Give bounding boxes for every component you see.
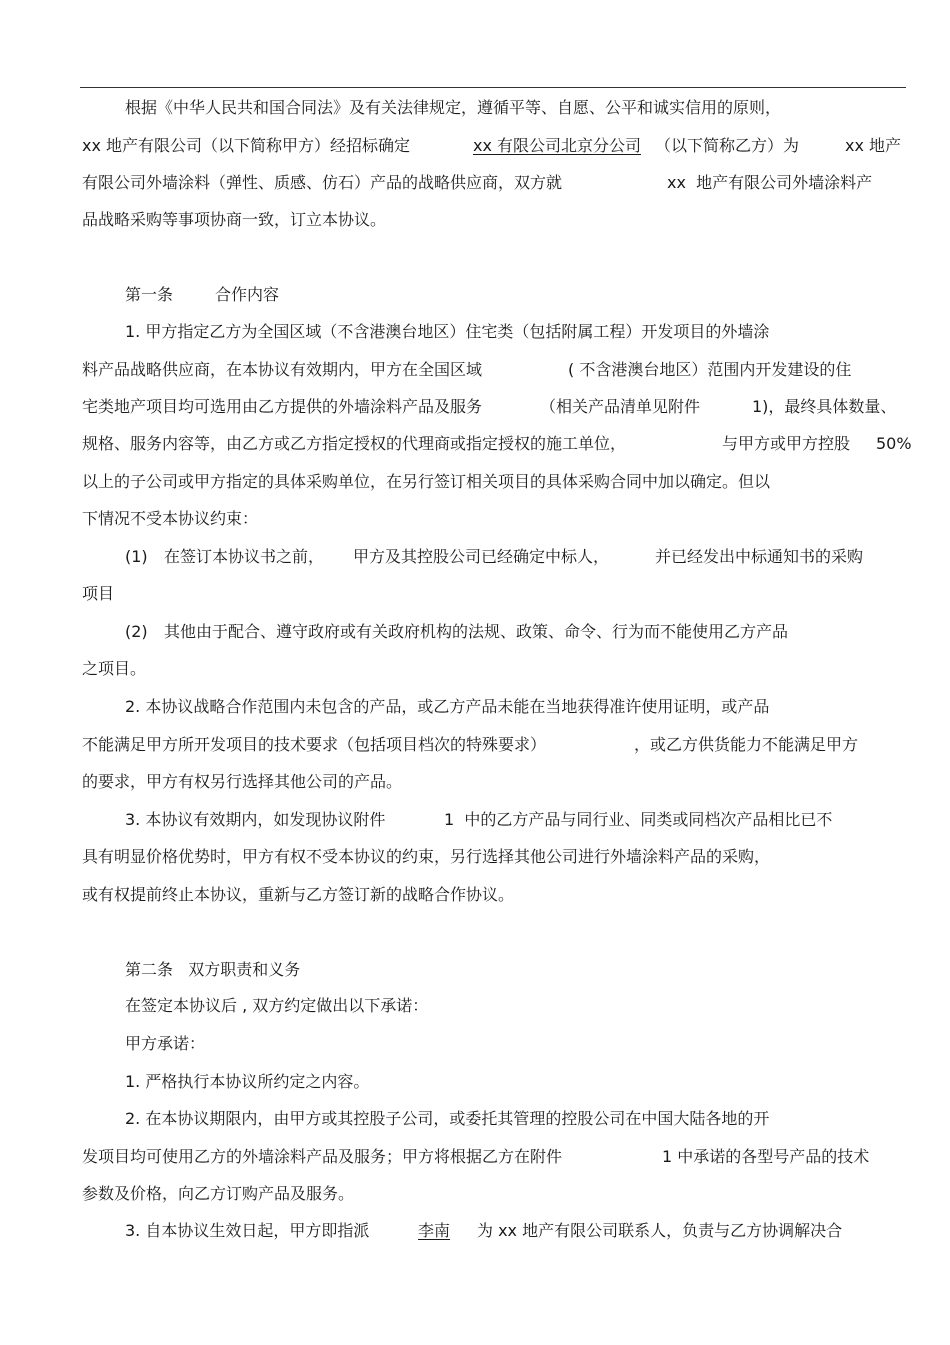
text-line: 的要求，甲方有权另行选择其他公司的产品。 — [82, 772, 403, 791]
text-line: xx 地产有限公司外墙涂料产 — [667, 173, 873, 192]
text-line: （相关产品清单见附件 — [540, 397, 701, 416]
text-line: 50% — [876, 434, 912, 453]
text-line: 参数及价格，向乙方订购产品及服务。 — [82, 1184, 355, 1203]
article-heading: 第二条 双方职责和义务 — [125, 960, 301, 979]
text-line: 具有明显价格优势时，甲方有权不受本协议的约束，另行选择其他公司进行外墙涂料产品的采购， — [82, 847, 771, 866]
text-line: 料产品战略供应商，在本协议有效期内，甲方在全国区域 — [82, 360, 483, 379]
supplier-name: xx 有限公司北京分公司 — [473, 136, 642, 155]
text-line: 2. 本协议战略合作范围内未包含的产品，或乙方产品未能在当地获得准许使用证明，或产品 — [125, 697, 770, 716]
text-line: 规格、服务内容等，由乙方或乙方指定授权的代理商或指定授权的施工单位， — [82, 434, 627, 453]
text-line: 有限公司外墙涂料（弹性、质感、仿石）产品的战略供应商，双方就 — [82, 173, 563, 192]
list-marker: (2) — [125, 622, 148, 641]
article-heading-number: 第一条 — [125, 285, 174, 304]
header-rule — [80, 87, 906, 88]
text-line: 根据《中华人民共和国合同法》及有关法律规定，遵循平等、自愿、公平和诚实信用的原则， — [125, 98, 782, 117]
text-line: 之项目。 — [82, 659, 147, 678]
list-marker: (1) — [125, 547, 148, 566]
text-line: xx 地产有限公司（以下简称甲方）经招标确定 — [82, 136, 411, 155]
text-line: 或有权提前终止本协议，重新与乙方签订新的战略合作协议。 — [82, 885, 515, 904]
text-line: 与甲方或甲方控股 — [722, 434, 851, 453]
text-line: 为 xx 地产有限公司联系人，负责与乙方协调解决合 — [477, 1221, 843, 1240]
text-line: 3. 本协议有效期内，如发现协议附件 — [125, 810, 386, 829]
text-line: 1)，最终具体数量、 — [752, 397, 897, 416]
text-line: xx 地产 — [845, 136, 902, 155]
text-line: （以下简称乙方）为 — [655, 136, 800, 155]
text-line: 下情况不受本协议约束： — [82, 509, 259, 528]
text-line: 在签订本协议书之前， — [164, 547, 325, 566]
text-line: 3. 自本协议生效日起，甲方即指派 — [125, 1221, 370, 1240]
text-line: 发项目均可使用乙方的外墙涂料产品及服务；甲方将根据乙方在附件 — [82, 1147, 563, 1166]
text-line: 品战略采购等事项协商一致，订立本协议。 — [82, 210, 387, 229]
text-line: 宅类地产项目均可选用由乙方提供的外墙涂料产品及服务 — [82, 397, 483, 416]
text-line: 以上的子公司或甲方指定的具体采购单位，在另行签订相关项目的具体采购合同中加以确定。但以 — [82, 472, 771, 491]
text-line: 不能满足甲方所开发项目的技术要求（包括项目档次的特殊要求） — [82, 735, 547, 754]
text-line: ，或乙方供货能力不能满足甲方 — [634, 735, 859, 754]
text-line: 1 中承诺的各型号产品的技术 — [662, 1147, 870, 1166]
text-line: 甲方承诺： — [125, 1034, 206, 1053]
text-line: 1. 甲方指定乙方为全国区域（不含港澳台地区）住宅类（包括附属工程）开发项目的外墙涂 — [125, 322, 770, 341]
text-line: 在签定本协议后 , 双方约定做出以下承诺： — [125, 996, 429, 1015]
text-line: ( 不含港澳台地区）范围内开发建设的住 — [568, 360, 852, 379]
text-line: 1. 严格执行本协议所约定之内容。 — [125, 1072, 370, 1091]
text-line: 1 中的乙方产品与同行业、同类或同档次产品相比已不 — [444, 810, 833, 829]
contact-name: 李南 — [418, 1221, 451, 1240]
text-line: 其他由于配合、遵守政府或有关政府机构的法规、政策、命令、行为而不能使用乙方产品 — [164, 622, 789, 641]
text-line: 2. 在本协议期限内，由甲方或其控股子公司，或委托其管理的控股公司在中国大陆各地的开 — [125, 1109, 770, 1128]
article-heading-title: 合作内容 — [215, 285, 280, 304]
text-line: 项目 — [82, 584, 115, 603]
text-line: 甲方及其控股公司已经确定中标人， — [353, 547, 610, 566]
text-line: 并已经发出中标通知书的采购 — [655, 547, 864, 566]
